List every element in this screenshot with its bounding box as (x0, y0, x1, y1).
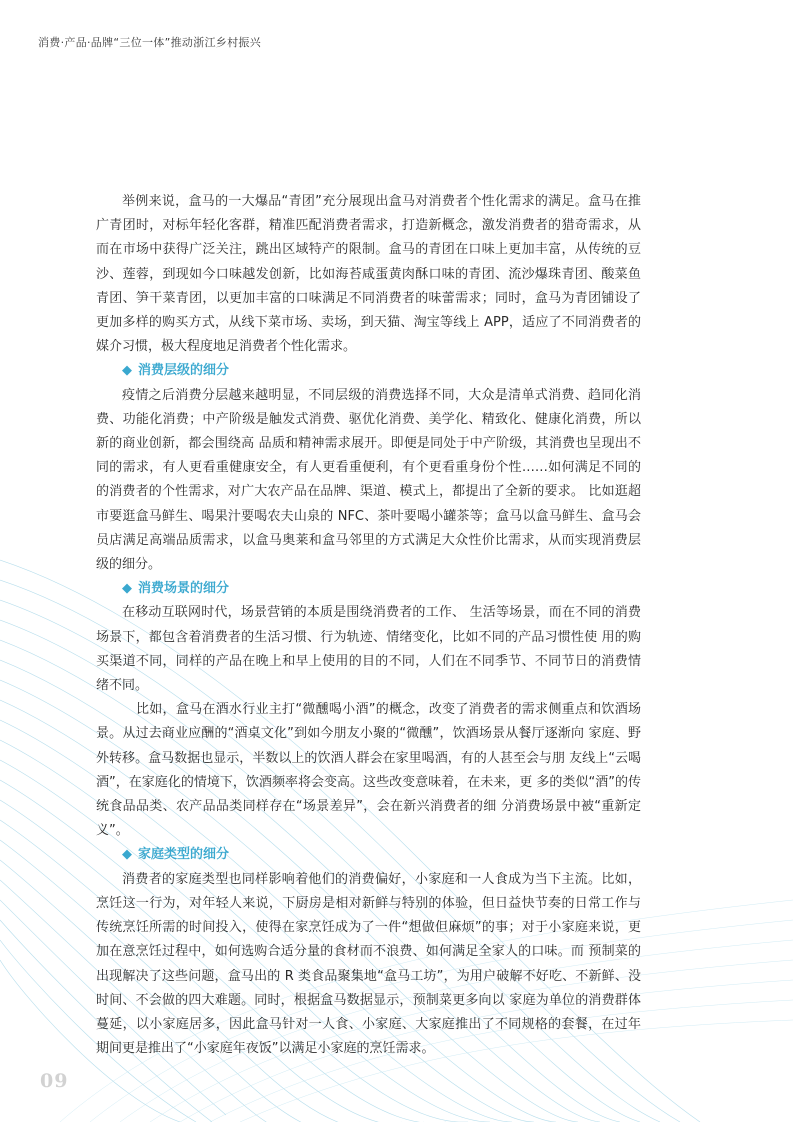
running-header: 消费·产品·品牌“三位一体”推动浙江乡村振兴 (38, 36, 261, 49)
diamond-icon: ◆ (122, 581, 132, 597)
section-heading-family-type (96, 843, 641, 867)
diamond-icon: ◆ (122, 363, 132, 379)
page-number: 09 (40, 1070, 69, 1092)
paragraph-wine-example: 比如，盒马在酒水行业主打“微醺喝小酒”的概念，改变了消费者的需求侧重点和饮酒场景。从过去商业应酬的“酒桌文化”到如今朋友小聚的“微醺”，饮酒场景从餐厅逐渐向 家庭、野外转移。盒马数据也显示，半数以上的饮酒人群会在家里喝酒，有的人甚至会与朋 友线上“云喝酒”，在家庭化的情境下，饮酒频率将会变高。这些改变意味着，在未来，更 多的类似“酒”的传统食品品类、农产品品类同样存在“场景差异”，会在新兴消费者的细 分消费场景中被“重新定义”。 (96, 702, 641, 839)
paragraph-consumption-scene: 在移动互联网时代，场景营销的本质是围绕消费者的工作、 生活等场景，而在不同的消费场景下，都包含着消费者的生活习惯、行为轨迹、情绪变化，比如不同的产品习惯性使 用的购买渠道不同，同样的产品在晚上和早上使用的目的不同，人们在不同季节、不同节日的消费情绪不同。 (96, 605, 641, 694)
paragraph-qingtuan: 举例来说，盒马的一大爆品“青团”充分展现出盒马对消费者个性化需求的满足。盒马在推广青团时，对标年轻化客群，精准匹配消费者需求，打造新概念，激发消费者的猎奇需求，从而在市场中获得广泛关注，跳出区域特产的限制。盒马的青团在口味上更加丰富，从传统的豆沙、莲蓉，到现如今口味越发创新，比如海苔咸蛋黄肉酥口味的青团、流沙爆珠青团、酸菜鱼青团、笋干菜青团，以更加丰富的口味满足不同消费者的味蕾需求；同时，盒马为青团铺设了更加多样的购买方式，从线下菜市场、卖场，到天猫、淘宝等线上 APP，适应了不同消费者的媒介习惯，极大程度地足消费者个性化需求。 (96, 194, 641, 355)
paragraph-consumption-level: 疫情之后消费分层越来越明显，不同层级的消费选择不同，大众是清单式消费、趋同化消费、功能化消费；中产阶级是触发式消费、驱优化消费、美学化、精致化、健康化消费，所以新的商业创新，都会围绕高 品质和精神需求展开。即便是同处于中产阶级，其消费也呈现出不同的需求，有人更看重健康安全，有人更看重便利，有个更看重身份个性……如何满足不同的的消费者的个性需求，对广大农产品在品牌、渠道、模式上，都提出了全新的要求。 比如逛超市要逛盒马鲜生、喝果汁要喝农夫山泉的 NFC、茶叶要喝小罐茶等；盒马以盒马鲜生、盒马会员店满足高端品质需求，以盒马奥莱和盒马邻里的方式满足大众性价比需求，从而实现消费层级的细分。 (96, 387, 641, 573)
section-heading-consumption-level (96, 359, 641, 383)
section-heading-label: 消费场景的细分 (138, 581, 230, 597)
diamond-icon: ◆ (122, 847, 132, 863)
section-heading-label: 家庭类型的细分 (138, 847, 230, 863)
section-heading-label: 消费层级的细分 (138, 363, 230, 379)
paragraph-family-type: 消费者的家庭类型也同样影响着他们的消费偏好，小家庭和一人食成为当下主流。比如，烹饪这一行为，对年轻人来说，下厨房是相对新鲜与特别的体验，但日益快节奏的日常工作与传统烹饪所需的时间投入，使得在家烹饪成为了一件“想做但麻烦”的事；对于小家庭来说，更加在意烹饪过程中，如何选购合适分量的食材而不浪费、如何满足全家人的口味。而 预制菜的出现解决了这些问题，盒马出的 R 类食品聚集地“盒马工坊”，为用户破解不好吃、不新鲜、没时间、不会做的四大难题。同时，根据盒马数据显示，预制菜更多向以 家庭为单位的消费群体蔓延，以小家庭居多，因此盒马针对一人食、小家庭、大家庭推出了不同规格的套餐，在过年期间更是推出了“小家庭年夜饭”以满足小家庭的烹饪需求。 (96, 871, 641, 1057)
section-heading-consumption-scene (96, 577, 641, 601)
article-body (96, 190, 641, 1061)
